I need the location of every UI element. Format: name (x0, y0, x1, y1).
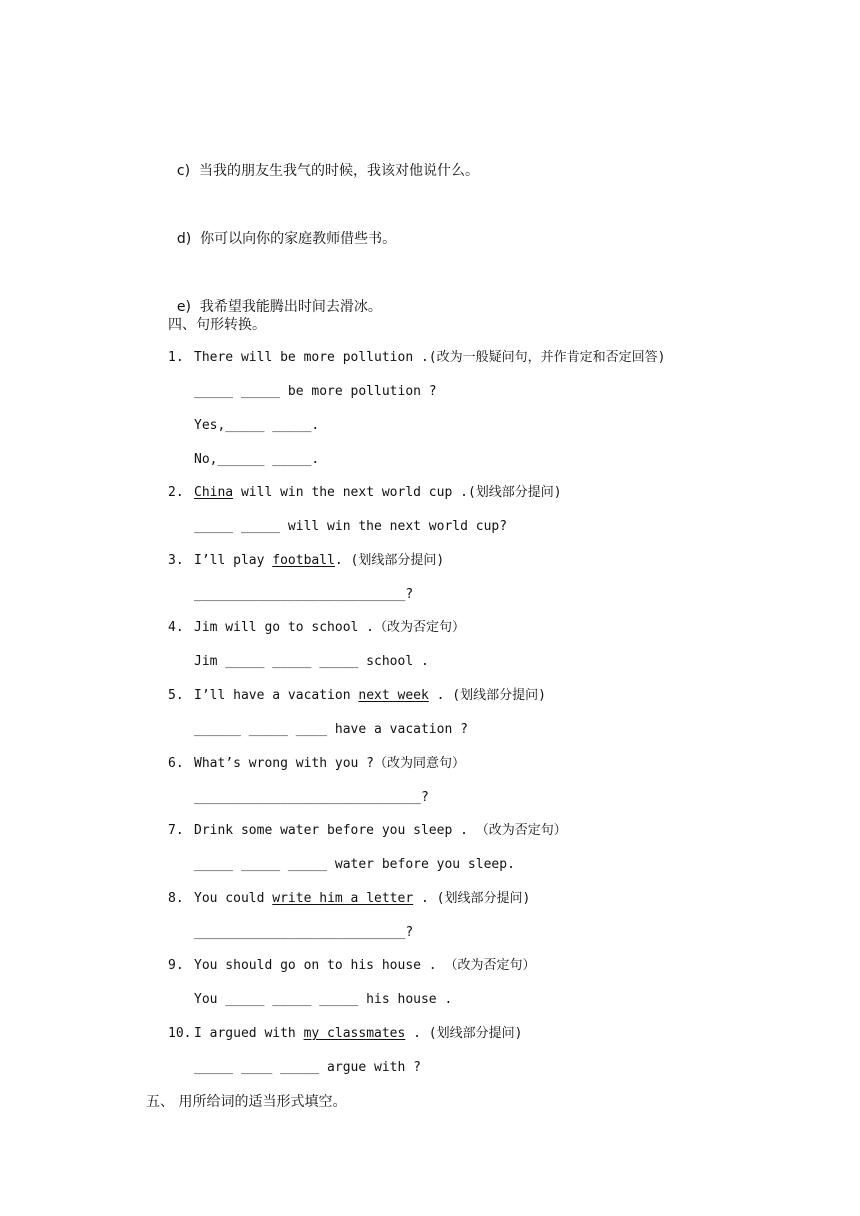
question-4 (168, 620, 465, 636)
question-6 (168, 756, 465, 772)
question-number: 6. (168, 756, 184, 771)
question-number: 7. (168, 823, 184, 838)
question-number: 3. (168, 553, 184, 568)
answer-1a[interactable]: _____ _____ be more pollution ? (194, 384, 437, 399)
answer-4[interactable]: Jim _____ _____ _____ school . (194, 654, 429, 669)
underlined-phrase: write him a letter (272, 891, 414, 906)
question-8 (168, 891, 530, 907)
question-9 (168, 958, 535, 974)
question-number: 1. (168, 350, 184, 365)
answer-7[interactable]: _____ _____ _____ water before you sleep. (194, 857, 515, 872)
answer-1c[interactable]: No,______ _____. (194, 452, 320, 467)
item-label: d) (176, 231, 192, 247)
question-number: 9. (168, 958, 184, 973)
question-text: . (划线部分提问) (334, 553, 445, 568)
item-text: 我希望我能腾出时间去滑冰。 (199, 299, 382, 315)
question-number: 8. (168, 891, 184, 906)
question-text: . (划线部分提问) (428, 688, 546, 703)
question-text: Jim will go to school .（改为否定句） (194, 620, 466, 635)
item-text: 你可以向你的家庭教师借些书。 (200, 231, 397, 247)
question-text: . (划线部分提问) (413, 891, 531, 906)
question-2 (168, 485, 562, 501)
question-number: 10. (168, 1026, 192, 1041)
underlined-phrase: football (272, 553, 335, 568)
underlined-phrase: my classmates (303, 1026, 406, 1041)
question-text-pre: I’ll play (194, 553, 273, 568)
question-text: . (划线部分提问) (405, 1026, 523, 1041)
item-label: c) (176, 163, 191, 179)
underlined-phrase: China (194, 485, 234, 500)
question-3 (168, 553, 444, 569)
answer-10[interactable]: _____ ____ _____ argue with ? (194, 1060, 421, 1075)
question-text: will win the next world cup .(划线部分提问) (233, 485, 562, 500)
question-number: 4. (168, 620, 184, 635)
question-text-pre: I’ll have a vacation (194, 688, 359, 703)
answer-6[interactable]: _____________________________? (194, 790, 429, 805)
question-5 (168, 688, 546, 704)
answer-5[interactable]: ______ _____ ____ have a vacation ? (194, 722, 468, 737)
translation-item-d (168, 215, 396, 247)
translation-item-e (168, 283, 382, 315)
underlined-phrase: next week (358, 688, 429, 703)
answer-8[interactable]: ___________________________? (194, 925, 414, 940)
section4-heading: 四、句形转换。 (168, 317, 266, 333)
answer-3[interactable]: ___________________________? (194, 587, 414, 602)
question-text-pre: You could (194, 891, 273, 906)
answer-9[interactable]: You _____ _____ _____ his house . (194, 992, 453, 1007)
question-text: You should go on to his house . （改为否定句） (194, 958, 536, 973)
answer-1b[interactable]: Yes,_____ _____. (194, 418, 320, 433)
question-text: What’s wrong with you ?（改为同意句） (194, 756, 466, 771)
question-number: 5. (168, 688, 184, 703)
question-1 (168, 350, 665, 366)
question-7 (168, 823, 567, 839)
question-text: There will be more pollution .(改为一般疑问句，并作肯定和否定回答) (194, 350, 666, 365)
question-10 (168, 1026, 522, 1042)
question-number: 2. (168, 485, 184, 500)
item-label: e) (176, 299, 191, 315)
question-text: Drink some water before you sleep . （改为否定句） (194, 823, 567, 838)
question-text-pre: I argued with (194, 1026, 304, 1041)
translation-item-c (168, 147, 479, 179)
answer-2[interactable]: _____ _____ will win the next world cup? (194, 519, 508, 534)
item-text: 当我的朋友生我气的时候，我该对他说什么。 (198, 163, 479, 179)
section5-heading: 五、 用所给词的适当形式填空。 (146, 1094, 347, 1110)
